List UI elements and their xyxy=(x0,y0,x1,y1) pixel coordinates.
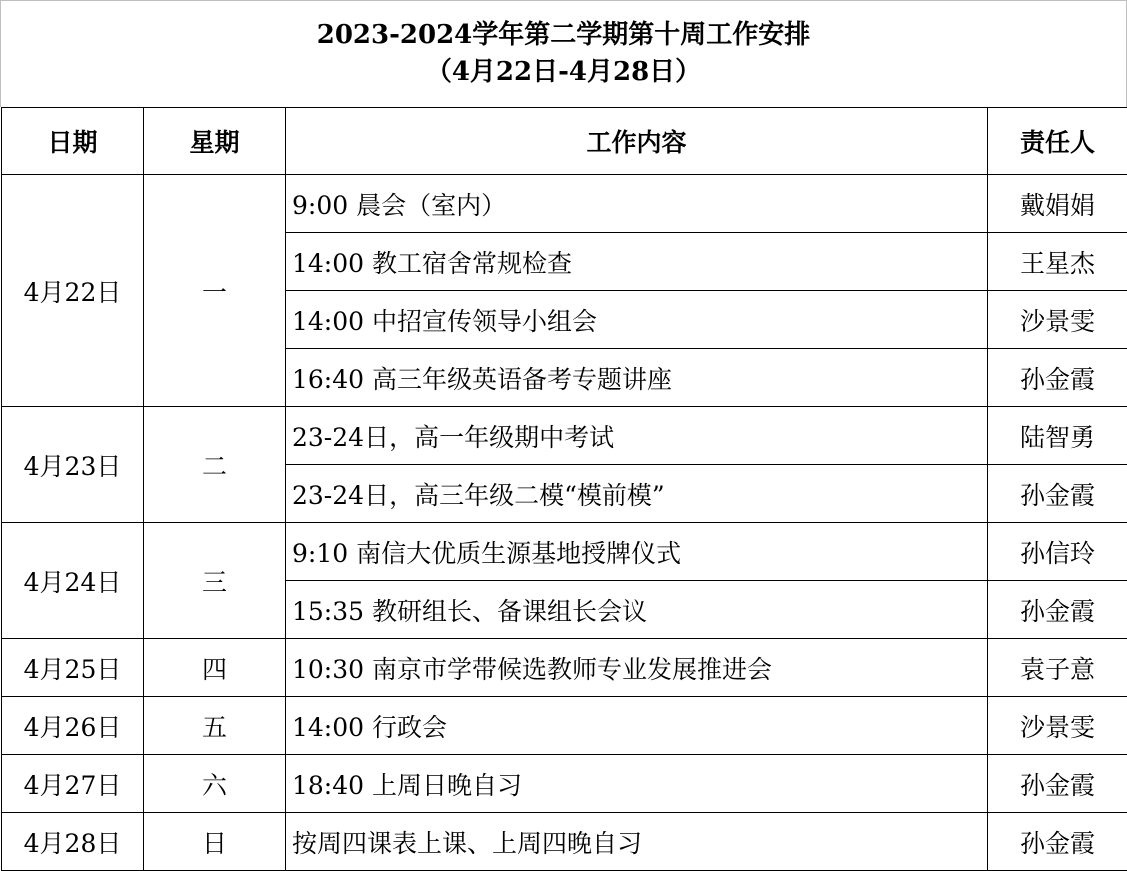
task-cell: 14:00 教工宿舍常规检查 xyxy=(286,233,988,291)
table-row xyxy=(2,639,1127,697)
weekday-cell: 一 xyxy=(144,175,286,407)
task-cell: 23-24日，高三年级二模“模前模” xyxy=(286,465,988,523)
date-cell: 4月22日 xyxy=(2,175,144,407)
date-cell: 4月26日 xyxy=(2,697,144,755)
weekday-cell: 二 xyxy=(144,407,286,523)
weekday-cell: 五 xyxy=(144,697,286,755)
owner-cell: 陆智勇 xyxy=(988,407,1127,465)
header-weekday: 星期 xyxy=(144,108,286,175)
task-cell: 23-24日，高一年级期中考试 xyxy=(286,407,988,465)
owner-cell: 孙金霞 xyxy=(988,465,1127,523)
table-row xyxy=(2,813,1127,871)
task-cell: 按周四课表上课、上周四晚自习 xyxy=(286,813,988,871)
date-cell: 4月28日 xyxy=(2,813,144,871)
task-cell: 18:40 上周日晚自习 xyxy=(286,755,988,813)
task-cell: 10:30 南京市学带候选教师专业发展推进会 xyxy=(286,639,988,697)
task-cell: 16:40 高三年级英语备考专题讲座 xyxy=(286,349,988,407)
table-row xyxy=(2,697,1127,755)
header-date: 日期 xyxy=(2,108,144,175)
table-row xyxy=(2,175,1127,233)
owner-cell: 孙金霞 xyxy=(988,813,1127,871)
owner-cell: 孙金霞 xyxy=(988,755,1127,813)
owner-cell: 沙景雯 xyxy=(988,697,1127,755)
weekday-cell: 三 xyxy=(144,523,286,639)
date-cell: 4月23日 xyxy=(2,407,144,523)
task-cell: 9:00 晨会（室内） xyxy=(286,175,988,233)
task-cell: 9:10 南信大优质生源基地授牌仪式 xyxy=(286,523,988,581)
table-row xyxy=(2,523,1127,581)
owner-cell: 袁子意 xyxy=(988,639,1127,697)
header-task: 工作内容 xyxy=(286,108,988,175)
weekday-cell: 日 xyxy=(144,813,286,871)
task-cell: 15:35 教研组长、备课组长会议 xyxy=(286,581,988,639)
owner-cell: 孙金霞 xyxy=(988,349,1127,407)
weekday-cell: 四 xyxy=(144,639,286,697)
owner-cell: 戴娟娟 xyxy=(988,175,1127,233)
weekday-cell: 六 xyxy=(144,755,286,813)
date-cell: 4月25日 xyxy=(2,639,144,697)
task-cell: 14:00 行政会 xyxy=(286,697,988,755)
owner-cell: 沙景雯 xyxy=(988,291,1127,349)
owner-cell: 王星杰 xyxy=(988,233,1127,291)
document-title: 2023-2024学年第二学期第十周工作安排 xyxy=(316,20,811,50)
date-cell: 4月27日 xyxy=(2,755,144,813)
header-row xyxy=(2,108,1127,175)
date-cell: 4月24日 xyxy=(2,523,144,639)
owner-cell: 孙信玲 xyxy=(988,523,1127,581)
table-row xyxy=(2,407,1127,465)
owner-cell: 孙金霞 xyxy=(988,581,1127,639)
header-owner: 责任人 xyxy=(988,108,1127,175)
document-date-range: （4月22日-4月28日） xyxy=(425,57,702,87)
schedule-table xyxy=(1,107,1127,871)
title-block xyxy=(0,0,1127,107)
table-row xyxy=(2,755,1127,813)
task-cell: 14:00 中招宣传领导小组会 xyxy=(286,291,988,349)
